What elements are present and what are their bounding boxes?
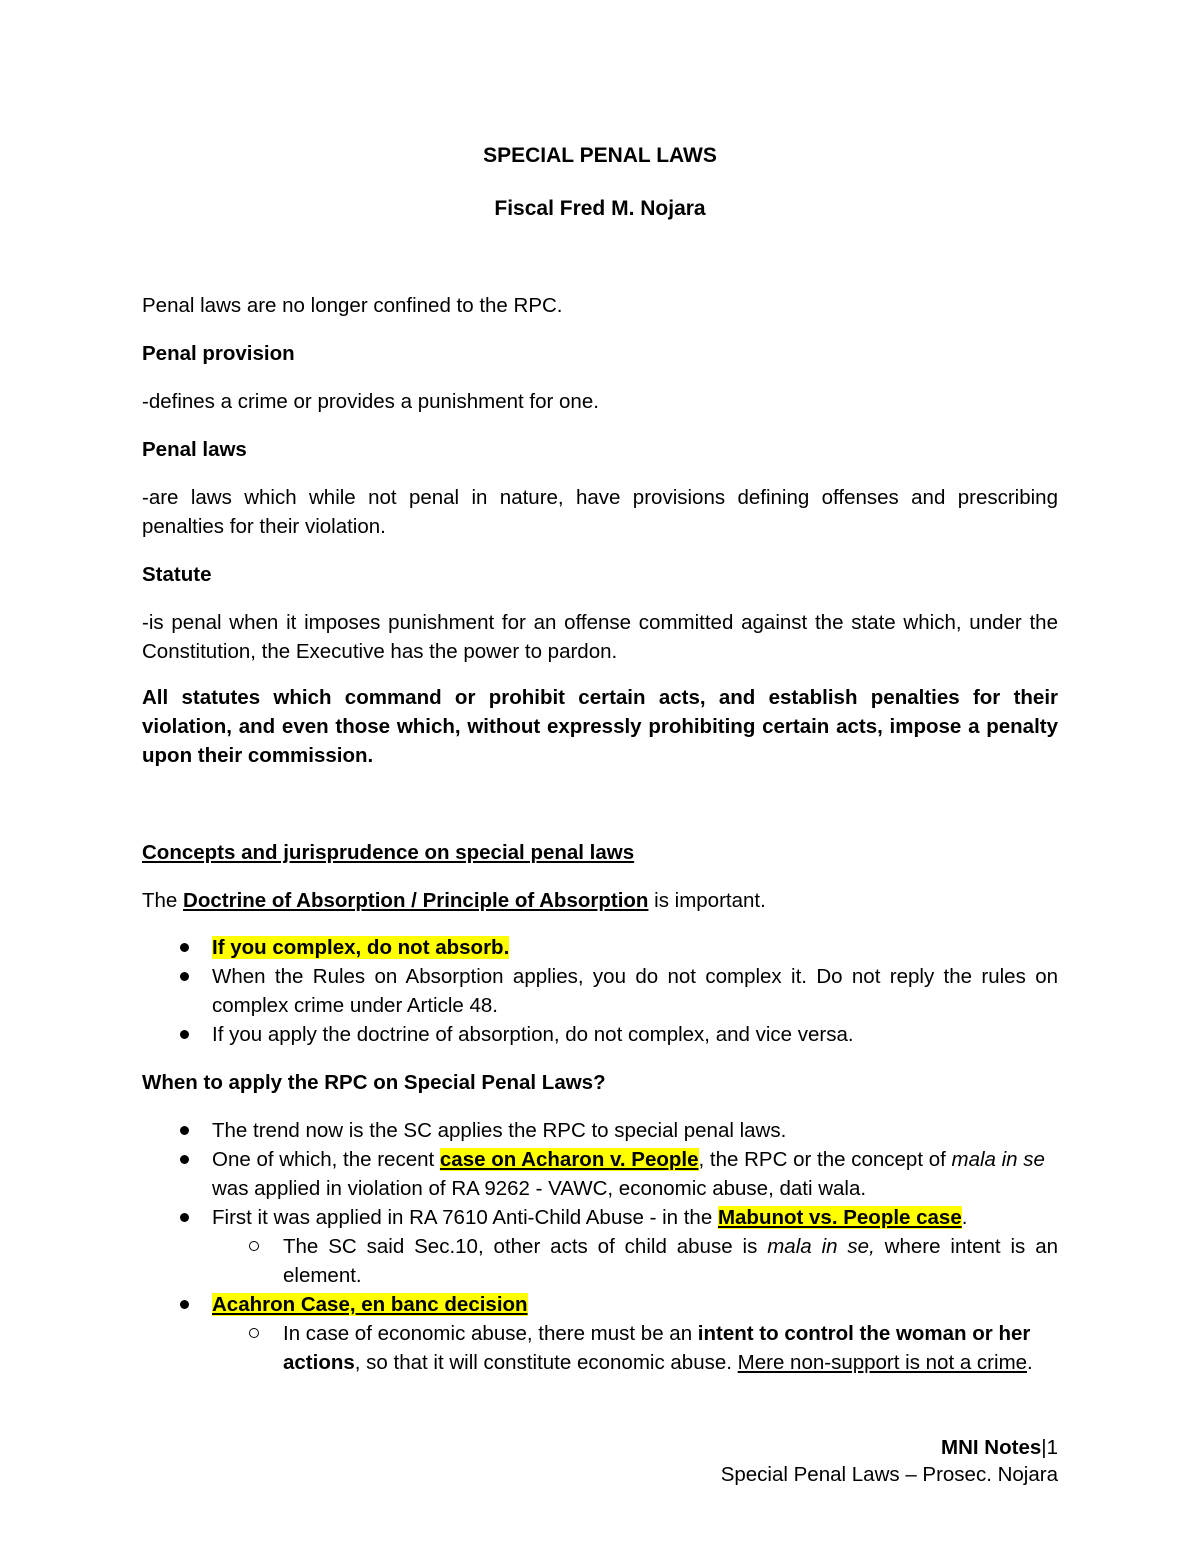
absorption-bullet-list bbox=[0, 933, 1200, 1049]
sub-list-item: The SC said Sec.10, other acts of child abuse is mala in se, where intent is an element. bbox=[0, 1232, 1058, 1290]
list-item: First it was applied in RA 7610 Anti-Child Abuse - in the Mabunot vs. People case. bbox=[0, 1203, 1058, 1232]
bullet-disc-icon bbox=[174, 1116, 194, 1145]
bold-statement: All statutes which command or prohibit certain acts, and establish penalties for their violation, and even those which, without expressly prohibiting certain acts, impose a penalty upon their commission. bbox=[142, 686, 1058, 767]
list-item: When the Rules on Absorption applies, you do not complex it. Do not reply the rules on complex crime under Article 48. bbox=[0, 962, 1058, 1020]
term-penal-provision: Penal provision bbox=[142, 342, 295, 365]
footer-notes: MNI Notes|1 bbox=[941, 1436, 1058, 1459]
rpc-bullet-list bbox=[0, 1116, 1200, 1377]
list-item: The trend now is the SC applies the RPC to special penal laws. bbox=[0, 1116, 1058, 1145]
document-author: Fiscal Fred M. Nojara bbox=[494, 197, 706, 220]
absorption-paragraph: The Doctrine of Absorption / Principle of Absorption is important. bbox=[142, 889, 766, 912]
footer-subtitle: Special Penal Laws – Prosec. Nojara bbox=[720, 1463, 1058, 1486]
rpc-heading: When to apply the RPC on Special Penal Laws? bbox=[142, 1071, 606, 1094]
document-title: SPECIAL PENAL LAWS bbox=[483, 144, 717, 167]
list-item: One of which, the recent case on Acharon v. People, the RPC or the concept of mala in se was applied in violation of RA 9262 - VAWC, economic abuse, dati wala. bbox=[0, 1145, 1058, 1203]
list-item: If you apply the doctrine of absorption, do not complex, and vice versa. bbox=[0, 1020, 1058, 1049]
definition-penal-laws: -are laws which while not penal in nature, have provisions defining offenses and prescribing penalties for their violation. bbox=[142, 486, 1058, 538]
bullet-disc-icon bbox=[174, 1203, 194, 1232]
acharon-case-link: case on Acharon v. People bbox=[439, 1148, 699, 1171]
absorption-term: Doctrine of Absorption / Principle of Absorption bbox=[183, 889, 649, 912]
footer-label: MNI Notes bbox=[941, 1436, 1042, 1459]
sub-list-item: In case of economic abuse, there must be an intent to control the woman or her actions, so that it will constitute economic abuse. Mere non-support is not a crime. bbox=[0, 1319, 1058, 1377]
bullet-disc-icon bbox=[174, 1020, 194, 1049]
bullet-circle-icon bbox=[244, 1319, 264, 1348]
bullet-disc-icon bbox=[174, 962, 194, 991]
bullet-disc-icon bbox=[174, 1290, 194, 1319]
intro-paragraph: Penal laws are no longer confined to the RPC. bbox=[142, 294, 563, 317]
definition-statute: -is penal when it imposes punishment for an offense committed against the state which, under the Constitution, the Executive has the power to pardon. bbox=[142, 611, 1058, 663]
term-penal-laws: Penal laws bbox=[142, 438, 247, 461]
bullet-disc-icon bbox=[174, 933, 194, 962]
concepts-heading: Concepts and jurisprudence on special penal laws bbox=[142, 841, 635, 864]
mabunot-case-link: Mabunot vs. People case bbox=[717, 1206, 962, 1229]
page-number: 1 bbox=[1046, 1436, 1058, 1459]
list-item: If you complex, do not absorb. bbox=[0, 933, 1058, 962]
list-item: Acahron Case, en banc decision bbox=[0, 1290, 1058, 1319]
bullet-circle-icon bbox=[244, 1232, 264, 1261]
bullet-disc-icon bbox=[174, 1145, 194, 1174]
term-statute: Statute bbox=[142, 563, 212, 586]
definition-penal-provision: -defines a crime or provides a punishment for one. bbox=[142, 390, 599, 413]
